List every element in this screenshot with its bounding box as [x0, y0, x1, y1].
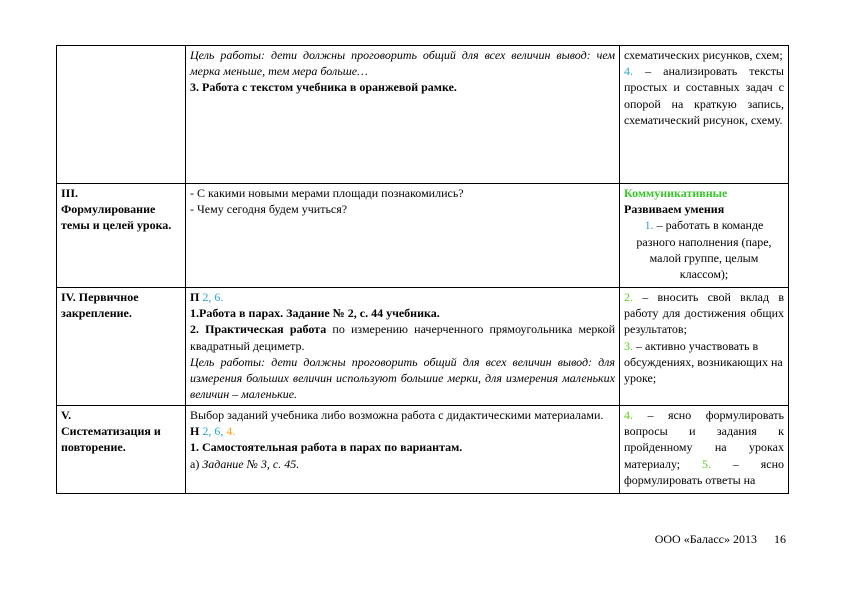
skill-number: 2. [624, 290, 633, 304]
stage-title: IV. Первичное закрепление. [61, 290, 139, 321]
stage-cell [57, 406, 186, 494]
uud-codes [190, 289, 615, 305]
stage-cell [57, 288, 186, 406]
skills-heading: Развиваем умения [624, 202, 725, 217]
stage-number: V. [61, 408, 72, 422]
table-row [57, 406, 789, 494]
skill-number: 4. [624, 408, 633, 422]
skill-text: 3. – активно участвовать в обсуждениях, возникающих на уроке; [624, 338, 783, 386]
stage-cell [57, 184, 186, 288]
table-row [57, 46, 789, 184]
uud-number: 4. [226, 424, 236, 439]
stage-title: Систематизация и повторение. [61, 424, 161, 455]
activity-cell [186, 288, 620, 406]
task-text: а) Задание № 3, с. 45. [190, 456, 300, 471]
activity-cell [186, 184, 620, 288]
activity-cell [186, 46, 620, 184]
question-text: - С какими новыми мерами площади познакомились? [190, 186, 464, 200]
task-text: 3. Работа с текстом учебника в оранжевой рамке. [190, 80, 457, 95]
skill-text: схематических рисунков, схем; [624, 48, 783, 62]
skill-number: 1. [644, 218, 654, 233]
skills-cell [620, 184, 789, 288]
task-text: 2. Практическая работа по измерению начерченного прямоугольника меркой квадратный дециметр. [190, 322, 616, 353]
skills-cell [620, 46, 789, 184]
skill-text: 4. – ясно формулировать вопросы и задания к пройденному на уроках материалу; 5. – ясно формулировать ответы на [624, 408, 785, 487]
goal-label: Цель работы: [190, 48, 265, 62]
uud-codes [190, 423, 615, 439]
goal-label: Цель работы: [190, 354, 266, 369]
lesson-table [56, 45, 789, 494]
goal-text: Цель работы: дети должны проговорить общий для всех величин вывод: для измерения больших величин используют большие мерки, для измерения маленьких величин – маленькие. [190, 354, 615, 402]
skill-number: 4. [624, 64, 633, 79]
page-footer [655, 532, 786, 547]
skill-text: 1. – работать в команде разного наполнения (паре, малой группе, целым классом); [636, 218, 772, 282]
task-text: 1. Самостоятельная работа в парах по вариантам. [190, 440, 463, 455]
uud-number: 6. [214, 290, 224, 304]
skills-category: Коммуникативные [624, 186, 728, 200]
question-text: - Чему сегодня будем учиться? [190, 202, 348, 217]
uud-label: Н [190, 424, 200, 439]
activity-cell [186, 406, 620, 494]
skill-number: 3. [624, 338, 633, 353]
skill-text: 2. – вносить свой вклад в работу для достижения общих результатов; [624, 290, 785, 337]
publisher-text: ООО «Баласс» 2013 [654, 532, 757, 546]
goal-text: Цель работы: дети должны проговорить общий для всех величин вывод: чем мерка меньше, тем мера больше… [190, 48, 616, 79]
skills-cell [620, 288, 789, 406]
task-text: 1.Работа в парах. Задание № 2, с. 44 учебника. [190, 306, 440, 321]
uud-number: 6, [214, 424, 224, 439]
stage-cell [57, 46, 186, 184]
uud-number: 2, [202, 424, 212, 439]
table-row [57, 184, 789, 288]
uud-label: П [190, 290, 200, 304]
skills-cell [620, 406, 789, 494]
table-row [57, 288, 789, 406]
stage-title: Формулирование темы и целей урока. [61, 202, 172, 233]
intro-text: Выбор заданий учебника либо возможна работа с дидактическими материалами. [190, 408, 604, 422]
page-number: 16 [774, 532, 786, 546]
skill-number: 5. [702, 456, 711, 471]
uud-number: 2, [202, 290, 212, 304]
stage-number: III. [61, 186, 79, 200]
skill-text: 4. – анализировать тексты простых и составных задач с опорой на краткую запись, схематический рисунок, схему. [624, 64, 784, 127]
